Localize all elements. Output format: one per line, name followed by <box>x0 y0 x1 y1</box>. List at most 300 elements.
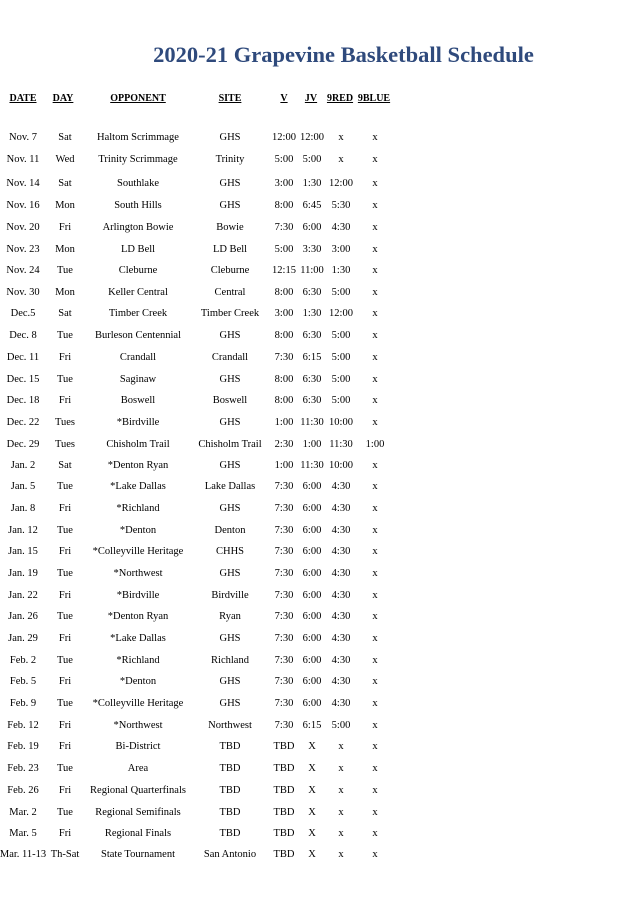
row-opponent: Trinity Scrimmage <box>98 154 178 165</box>
row-jv-time: 6:00 <box>302 481 322 492</box>
row-jv-time: 6:00 <box>302 222 322 233</box>
row-opponent: South Hills <box>114 200 162 211</box>
row-date: Dec. 29 <box>6 439 40 450</box>
row-9blue-time: x <box>372 330 378 341</box>
row-site: Cleburne <box>210 265 250 276</box>
row-9blue-time: x <box>372 154 378 165</box>
row-site: Richland <box>211 655 249 666</box>
row-opponent: Boswell <box>120 395 156 406</box>
row-date: Feb. 9 <box>9 698 37 709</box>
row-v-time: 7:30 <box>274 655 294 666</box>
table-row <box>0 784 623 798</box>
row-day: Sat <box>58 460 72 471</box>
row-jv-time: 12:00 <box>300 132 324 143</box>
row-9blue-time: x <box>372 720 378 731</box>
row-date: Dec. 18 <box>6 395 40 406</box>
row-9blue-time: x <box>372 132 378 143</box>
row-9red-time: x <box>338 154 344 165</box>
table-row <box>0 416 623 430</box>
row-jv-time: 11:30 <box>300 417 324 428</box>
row-v-time: 8:00 <box>274 287 294 298</box>
table-row <box>0 697 623 711</box>
row-date: Nov. 24 <box>6 265 40 276</box>
row-v-time: 7:30 <box>274 503 294 514</box>
row-site: GHS <box>219 374 241 385</box>
row-site: Birdville <box>211 590 249 601</box>
row-day: Fri <box>58 222 72 233</box>
header-9blue: 9BLUE <box>357 93 391 104</box>
table-row <box>0 394 623 408</box>
header-day: DAY <box>52 93 74 104</box>
row-opponent: Regional Quarterfinals <box>90 785 186 796</box>
row-site: Northwest <box>208 720 252 731</box>
row-date: Dec. 8 <box>9 330 37 341</box>
row-jv-time: X <box>308 828 316 839</box>
row-site: TBD <box>219 741 241 752</box>
row-opponent: *Birdville <box>116 590 160 601</box>
row-9blue-time: x <box>372 849 378 860</box>
row-date: Dec.5 <box>10 308 36 319</box>
row-jv-time: 6:00 <box>302 633 322 644</box>
row-jv-time: 6:30 <box>302 374 322 385</box>
row-jv-time: 6:00 <box>302 676 322 687</box>
row-day: Tue <box>57 481 73 492</box>
row-9blue-time: x <box>372 222 378 233</box>
row-9blue-time: x <box>372 374 378 385</box>
row-9blue-time: 1:00 <box>365 439 385 450</box>
row-9red-time: 4:30 <box>331 633 351 644</box>
row-day: Mon <box>55 287 75 298</box>
row-opponent: State Tournament <box>100 849 175 860</box>
row-jv-time: 6:00 <box>302 611 322 622</box>
row-v-time: TBD <box>273 741 295 752</box>
header-9red: 9RED <box>326 93 354 104</box>
row-opponent: Bi-District <box>115 741 161 752</box>
row-9red-time: x <box>338 785 344 796</box>
row-day: Tue <box>57 330 73 341</box>
row-date: Dec. 15 <box>6 374 40 385</box>
row-9red-time: 10:00 <box>329 460 353 471</box>
row-day: Fri <box>58 503 72 514</box>
row-jv-time: 1:30 <box>302 308 322 319</box>
row-9red-time: x <box>338 828 344 839</box>
row-opponent: *Richland <box>116 655 160 666</box>
row-date: Jan. 2 <box>10 460 36 471</box>
row-9blue-time: x <box>372 417 378 428</box>
row-v-time: 7:30 <box>274 720 294 731</box>
row-9blue-time: x <box>372 308 378 319</box>
header-site: SITE <box>218 93 242 104</box>
table-row <box>0 199 623 213</box>
row-day: Fri <box>58 395 72 406</box>
row-v-time: TBD <box>273 849 295 860</box>
row-day: Mon <box>55 200 75 211</box>
row-v-time: TBD <box>273 828 295 839</box>
row-opponent: Arlington Bowie <box>102 222 174 233</box>
row-day: Tues <box>54 439 76 450</box>
row-date: Nov. 23 <box>6 244 40 255</box>
row-v-time: 7:30 <box>274 633 294 644</box>
row-v-time: 7:30 <box>274 222 294 233</box>
row-v-time: TBD <box>273 807 295 818</box>
page-title: 2020-21 Grapevine Basketball Schedule <box>153 42 534 67</box>
row-opponent: Haltom Scrimmage <box>97 132 179 143</box>
table-row <box>0 719 623 733</box>
row-site: Crandall <box>211 352 249 363</box>
row-date: Nov. 30 <box>6 287 40 298</box>
table-row <box>0 827 623 841</box>
row-day: Fri <box>58 590 72 601</box>
row-day: Tue <box>57 265 73 276</box>
row-opponent: *Lake Dallas <box>110 481 166 492</box>
row-site: TBD <box>219 785 241 796</box>
row-9red-time: 5:30 <box>331 200 351 211</box>
row-jv-time: 3:30 <box>302 244 322 255</box>
row-jv-time: 6:45 <box>302 200 322 211</box>
row-day: Tue <box>57 655 73 666</box>
row-date: Jan. 26 <box>8 611 38 622</box>
table-row <box>0 632 623 646</box>
row-date: Jan. 29 <box>8 633 38 644</box>
row-opponent: Saginaw <box>119 374 157 385</box>
table-row <box>0 351 623 365</box>
row-day: Fri <box>58 676 72 687</box>
row-9blue-time: x <box>372 655 378 666</box>
table-row <box>0 177 623 191</box>
row-v-time: 7:30 <box>274 590 294 601</box>
row-date: Mar. 2 <box>9 807 37 818</box>
row-v-time: 1:00 <box>274 417 294 428</box>
row-jv-time: X <box>308 807 316 818</box>
row-opponent: Regional Semifinals <box>95 807 181 818</box>
header-opponent: OPPONENT <box>110 93 166 104</box>
row-day: Tue <box>57 611 73 622</box>
header-v: V <box>280 93 288 104</box>
row-v-time: 5:00 <box>274 244 294 255</box>
row-opponent: *Colleyville Heritage <box>92 698 184 709</box>
row-9red-time: 4:30 <box>331 525 351 536</box>
row-9red-time: 5:00 <box>331 330 351 341</box>
row-9blue-time: x <box>372 828 378 839</box>
row-v-time: 7:30 <box>274 546 294 557</box>
row-date: Feb. 2 <box>9 655 37 666</box>
table-row <box>0 806 623 820</box>
row-9blue-time: x <box>372 481 378 492</box>
row-date: Dec. 11 <box>6 352 40 363</box>
row-jv-time: 6:30 <box>302 395 322 406</box>
row-jv-time: 11:00 <box>300 265 324 276</box>
row-9blue-time: x <box>372 200 378 211</box>
row-date: Nov. 11 <box>6 154 40 165</box>
row-jv-time: 6:15 <box>302 352 322 363</box>
row-opponent: Keller Central <box>108 287 168 298</box>
row-jv-time: 5:00 <box>302 154 322 165</box>
row-9red-time: 10:00 <box>329 417 353 428</box>
row-opponent: Cleburne <box>118 265 158 276</box>
row-day: Sat <box>58 308 72 319</box>
row-site: Boswell <box>212 395 248 406</box>
row-site: GHS <box>219 633 241 644</box>
row-9blue-time: x <box>372 568 378 579</box>
row-site: GHS <box>219 178 241 189</box>
row-9red-time: 5:00 <box>331 374 351 385</box>
row-9blue-time: x <box>372 460 378 471</box>
table-row <box>0 545 623 559</box>
row-jv-time: 6:00 <box>302 698 322 709</box>
row-date: Nov. 20 <box>6 222 40 233</box>
row-day: Sat <box>58 178 72 189</box>
row-day: Fri <box>58 828 72 839</box>
row-site: Lake Dallas <box>204 481 256 492</box>
row-v-time: 2:30 <box>274 439 294 450</box>
row-date: Feb. 19 <box>7 741 39 752</box>
row-site: GHS <box>219 676 241 687</box>
header-jv: JV <box>304 93 318 104</box>
row-9red-time: 4:30 <box>331 655 351 666</box>
row-9red-time: 4:30 <box>331 590 351 601</box>
row-9blue-time: x <box>372 785 378 796</box>
row-day: Mon <box>55 244 75 255</box>
row-opponent: *Denton <box>119 676 157 687</box>
row-day: Fri <box>58 720 72 731</box>
row-day: Fri <box>58 785 72 796</box>
row-9red-time: 4:30 <box>331 698 351 709</box>
row-9blue-time: x <box>372 352 378 363</box>
row-9red-time: 4:30 <box>331 611 351 622</box>
table-row <box>0 286 623 300</box>
row-v-time: 8:00 <box>274 374 294 385</box>
row-v-time: 5:00 <box>274 154 294 165</box>
row-date: Feb. 23 <box>7 763 39 774</box>
row-opponent: Area <box>127 763 149 774</box>
row-v-time: 3:00 <box>274 308 294 319</box>
row-v-time: 8:00 <box>274 200 294 211</box>
row-9blue-time: x <box>372 525 378 536</box>
row-day: Th-Sat <box>50 849 80 860</box>
row-9red-time: x <box>338 741 344 752</box>
row-day: Tue <box>57 807 73 818</box>
row-opponent: Timber Creek <box>108 308 168 319</box>
row-opponent: LD Bell <box>120 244 156 255</box>
row-opponent: *Denton Ryan <box>107 611 169 622</box>
row-site: LD Bell <box>212 244 248 255</box>
row-date: Jan. 22 <box>8 590 38 601</box>
row-9red-time: x <box>338 763 344 774</box>
row-date: Nov. 7 <box>9 132 37 143</box>
row-site: GHS <box>219 568 241 579</box>
row-v-time: 12:00 <box>272 132 296 143</box>
row-v-time: 7:30 <box>274 676 294 687</box>
row-site: Trinity <box>215 154 245 165</box>
row-site: TBD <box>219 828 241 839</box>
row-9red-time: x <box>338 132 344 143</box>
row-9red-time: 11:30 <box>329 439 353 450</box>
row-v-time: 8:00 <box>274 395 294 406</box>
table-row <box>0 373 623 387</box>
row-v-time: 7:30 <box>274 352 294 363</box>
row-site: TBD <box>219 763 241 774</box>
table-row <box>0 264 623 278</box>
row-site: Ryan <box>219 611 241 622</box>
row-date: Mar. 11-13 <box>0 849 47 860</box>
row-date: Feb. 5 <box>9 676 37 687</box>
row-opponent: *Lake Dallas <box>110 633 166 644</box>
row-jv-time: X <box>308 849 316 860</box>
row-v-time: TBD <box>273 763 295 774</box>
table-row <box>0 480 623 494</box>
table-row <box>0 243 623 257</box>
row-opponent: *Denton <box>119 525 157 536</box>
row-day: Tue <box>57 698 73 709</box>
row-day: Tues <box>54 417 76 428</box>
row-9red-time: 1:30 <box>331 265 351 276</box>
row-site: GHS <box>219 503 241 514</box>
row-date: Nov. 14 <box>6 178 40 189</box>
row-jv-time: X <box>308 741 316 752</box>
row-opponent: Southlake <box>117 178 159 189</box>
row-v-time: 7:30 <box>274 611 294 622</box>
row-9red-time: 4:30 <box>331 503 351 514</box>
row-day: Tue <box>57 525 73 536</box>
row-9blue-time: x <box>372 590 378 601</box>
row-opponent: *Denton Ryan <box>107 460 169 471</box>
row-9red-time: 5:00 <box>331 395 351 406</box>
row-9red-time: 5:00 <box>331 352 351 363</box>
table-row <box>0 524 623 538</box>
row-opponent: *Northwest <box>113 720 163 731</box>
row-jv-time: 6:00 <box>302 525 322 536</box>
row-v-time: TBD <box>273 785 295 796</box>
row-9red-time: 4:30 <box>331 676 351 687</box>
row-9blue-time: x <box>372 503 378 514</box>
row-jv-time: 6:15 <box>302 720 322 731</box>
row-day: Fri <box>58 352 72 363</box>
row-day: Fri <box>58 741 72 752</box>
row-9red-time: x <box>338 807 344 818</box>
row-opponent: Crandall <box>119 352 157 363</box>
row-site: Denton <box>214 525 246 536</box>
row-day: Tue <box>57 763 73 774</box>
table-row <box>0 589 623 603</box>
row-9red-time: 3:00 <box>331 244 351 255</box>
row-9red-time: 4:30 <box>331 568 351 579</box>
table-row <box>0 438 623 452</box>
row-9red-time: 12:00 <box>329 178 353 189</box>
row-jv-time: 6:30 <box>302 287 322 298</box>
row-9red-time: 4:30 <box>331 481 351 492</box>
row-jv-time: 1:30 <box>302 178 322 189</box>
header-date: DATE <box>9 93 37 104</box>
row-site: San Antonio <box>203 849 257 860</box>
row-9blue-time: x <box>372 698 378 709</box>
row-jv-time: 6:00 <box>302 590 322 601</box>
row-v-time: 8:00 <box>274 330 294 341</box>
row-day: Fri <box>58 546 72 557</box>
row-date: Jan. 15 <box>8 546 38 557</box>
row-jv-time: 1:00 <box>302 439 322 450</box>
row-date: Mar. 5 <box>9 828 37 839</box>
row-date: Jan. 8 <box>10 503 36 514</box>
row-opponent: Regional Finals <box>104 828 172 839</box>
row-site: GHS <box>219 698 241 709</box>
row-9blue-time: x <box>372 395 378 406</box>
row-v-time: 1:00 <box>274 460 294 471</box>
row-opponent: *Northwest <box>113 568 163 579</box>
row-site: GHS <box>219 132 241 143</box>
table-row <box>0 329 623 343</box>
row-opponent: Burleson Centennial <box>94 330 182 341</box>
row-v-time: 7:30 <box>274 525 294 536</box>
row-site: GHS <box>219 417 241 428</box>
row-9red-time: x <box>338 849 344 860</box>
table-row <box>0 762 623 776</box>
row-9red-time: 4:30 <box>331 546 351 557</box>
row-day: Wed <box>55 154 75 165</box>
table-row <box>0 675 623 689</box>
row-9blue-time: x <box>372 633 378 644</box>
row-opponent: *Richland <box>116 503 160 514</box>
row-jv-time: 11:30 <box>300 460 324 471</box>
row-site: GHS <box>219 200 241 211</box>
row-9blue-time: x <box>372 265 378 276</box>
row-date: Jan. 19 <box>8 568 38 579</box>
row-date: Nov. 16 <box>6 200 40 211</box>
row-date: Jan. 12 <box>8 525 38 536</box>
table-row <box>0 654 623 668</box>
row-date: Dec. 22 <box>6 417 40 428</box>
row-opponent: *Birdville <box>116 417 160 428</box>
row-jv-time: 6:00 <box>302 655 322 666</box>
row-jv-time: 6:00 <box>302 546 322 557</box>
row-date: Jan. 5 <box>10 481 36 492</box>
table-row <box>0 459 623 473</box>
row-day: Tue <box>57 568 73 579</box>
row-9blue-time: x <box>372 676 378 687</box>
row-9blue-time: x <box>372 741 378 752</box>
table-row <box>0 153 623 167</box>
row-9blue-time: x <box>372 287 378 298</box>
table-row <box>0 131 623 145</box>
row-site: Timber Creek <box>200 308 260 319</box>
row-site: CHHS <box>215 546 244 557</box>
row-9blue-time: x <box>372 807 378 818</box>
row-jv-time: 6:00 <box>302 503 322 514</box>
table-row <box>0 221 623 235</box>
table-row <box>0 848 623 862</box>
row-9blue-time: x <box>372 546 378 557</box>
row-9red-time: 12:00 <box>329 308 353 319</box>
table-row <box>0 502 623 516</box>
row-v-time: 3:00 <box>274 178 294 189</box>
row-site: Central <box>214 287 246 298</box>
row-jv-time: 6:30 <box>302 330 322 341</box>
row-jv-time: X <box>308 785 316 796</box>
row-site: Chisholm Trail <box>198 439 262 450</box>
row-v-time: 7:30 <box>274 698 294 709</box>
row-9red-time: 4:30 <box>331 222 351 233</box>
table-row <box>0 307 623 321</box>
row-date: Feb. 26 <box>7 785 39 796</box>
row-v-time: 12:15 <box>272 265 296 276</box>
row-9blue-time: x <box>372 763 378 774</box>
table-row <box>0 740 623 754</box>
row-opponent: Chisholm Trail <box>106 439 170 450</box>
row-site: GHS <box>219 460 241 471</box>
row-day: Tue <box>57 374 73 385</box>
row-v-time: 7:30 <box>274 481 294 492</box>
row-9red-time: 5:00 <box>331 287 351 298</box>
row-9blue-time: x <box>372 178 378 189</box>
